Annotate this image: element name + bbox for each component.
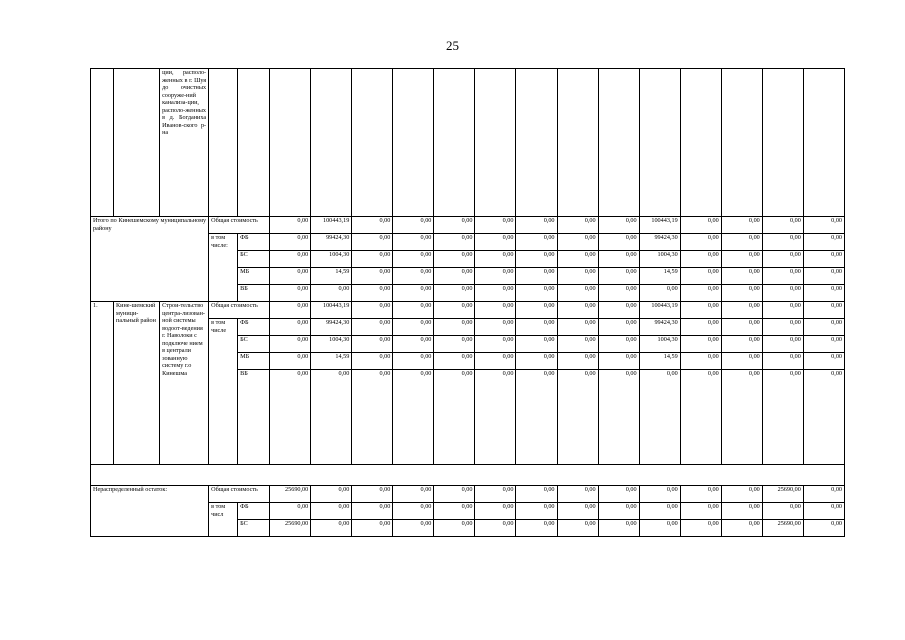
value-cell: 0,00 bbox=[393, 302, 434, 319]
value-cell: 0,00 bbox=[434, 268, 475, 285]
value-cell: 0,00 bbox=[393, 520, 434, 537]
value-cell: 0,00 bbox=[598, 251, 639, 268]
value-cell: 0,00 bbox=[639, 370, 680, 465]
value-cell: 0,00 bbox=[352, 520, 393, 537]
value-cell: 0,00 bbox=[762, 503, 803, 520]
value-cell: 0,00 bbox=[803, 217, 844, 234]
value-cell: 99424,30 bbox=[311, 319, 352, 336]
incl-label: в том числе: bbox=[209, 234, 238, 302]
value-cell: 0,00 bbox=[639, 503, 680, 520]
source-cell bbox=[238, 69, 270, 217]
value-cell: 0,00 bbox=[680, 353, 721, 370]
value-cell: 0,00 bbox=[680, 336, 721, 353]
value-cell: 0,00 bbox=[680, 268, 721, 285]
value-cell: 99424,30 bbox=[311, 234, 352, 251]
value-cell: 0,00 bbox=[393, 217, 434, 234]
value-cell: 0,00 bbox=[639, 486, 680, 503]
value-cell: 0,00 bbox=[434, 319, 475, 336]
value-cell: 0,00 bbox=[721, 217, 762, 234]
value-cell: 0,00 bbox=[598, 336, 639, 353]
value-cell: 0,00 bbox=[762, 285, 803, 302]
value-cell: 0,00 bbox=[598, 285, 639, 302]
total-label: Итого по Кинешемскому муниципальному району bbox=[91, 217, 209, 302]
value-cell: 0,00 bbox=[803, 370, 844, 465]
value-cell bbox=[311, 69, 352, 217]
value-cell: 0,00 bbox=[598, 234, 639, 251]
value-cell: 0,00 bbox=[803, 520, 844, 537]
value-cell: 0,00 bbox=[680, 234, 721, 251]
value-cell bbox=[352, 69, 393, 217]
item-region: Кине-шемский муници-пальный район bbox=[114, 302, 160, 465]
value-cell: 0,00 bbox=[475, 520, 516, 537]
value-cell: 0,00 bbox=[762, 370, 803, 465]
value-cell: 0,00 bbox=[680, 486, 721, 503]
value-cell: 0,00 bbox=[803, 268, 844, 285]
value-cell: 0,00 bbox=[557, 503, 598, 520]
value-cell: 0,00 bbox=[352, 319, 393, 336]
value-cell: 0,00 bbox=[721, 336, 762, 353]
label-cell bbox=[209, 69, 238, 217]
budget-table bbox=[90, 68, 845, 537]
value-cell: 0,00 bbox=[721, 353, 762, 370]
value-cell: 0,00 bbox=[557, 234, 598, 251]
value-cell: 0,00 bbox=[516, 503, 557, 520]
value-cell: 0,00 bbox=[352, 486, 393, 503]
item-name: Строи-тельство центра-лизован-ной системы водоот-ведения г. Наволоки с подключе нием в централи зованную систему г.о Кинешма bbox=[160, 302, 209, 465]
value-cell: 0,00 bbox=[434, 336, 475, 353]
region-cell bbox=[114, 69, 160, 217]
value-cell: 0,00 bbox=[311, 285, 352, 302]
value-cell: 0,00 bbox=[516, 285, 557, 302]
value-cell: 0,00 bbox=[516, 353, 557, 370]
value-cell: 0,00 bbox=[721, 302, 762, 319]
source-cell: ФБ bbox=[238, 319, 270, 336]
value-cell bbox=[557, 69, 598, 217]
value-cell: 99424,30 bbox=[639, 234, 680, 251]
table-body bbox=[91, 69, 845, 537]
incl-label: в том числе bbox=[209, 319, 238, 465]
value-cell: 0,00 bbox=[721, 370, 762, 465]
value-cell: 0,00 bbox=[557, 302, 598, 319]
remainder-row bbox=[91, 486, 845, 503]
value-cell: 0,00 bbox=[557, 520, 598, 537]
value-cell: 25690,00 bbox=[270, 486, 311, 503]
value-cell: 0,00 bbox=[639, 520, 680, 537]
subtotal-label: Общая стоимость bbox=[209, 486, 270, 503]
value-cell: 0,00 bbox=[475, 503, 516, 520]
value-cell: 0,00 bbox=[270, 251, 311, 268]
value-cell: 0,00 bbox=[475, 319, 516, 336]
source-cell: ФБ bbox=[238, 234, 270, 251]
value-cell: 0,00 bbox=[270, 302, 311, 319]
value-cell: 0,00 bbox=[516, 486, 557, 503]
value-cell: 0,00 bbox=[393, 319, 434, 336]
value-cell: 0,00 bbox=[352, 285, 393, 302]
value-cell bbox=[598, 69, 639, 217]
remainder-label: Нераспределенный остаток: bbox=[91, 486, 209, 537]
value-cell: 0,00 bbox=[680, 251, 721, 268]
value-cell: 0,00 bbox=[680, 217, 721, 234]
value-cell: 0,00 bbox=[393, 370, 434, 465]
value-cell: 1004,30 bbox=[639, 251, 680, 268]
value-cell: 1004,30 bbox=[639, 336, 680, 353]
value-cell: 0,00 bbox=[516, 251, 557, 268]
value-cell: 25690,00 bbox=[270, 520, 311, 537]
value-cell bbox=[639, 69, 680, 217]
source-cell: ВБ bbox=[238, 370, 270, 465]
value-cell: 0,00 bbox=[598, 486, 639, 503]
value-cell: 0,00 bbox=[680, 370, 721, 465]
value-cell: 0,00 bbox=[475, 370, 516, 465]
value-cell: 0,00 bbox=[393, 285, 434, 302]
value-cell: 0,00 bbox=[475, 251, 516, 268]
value-cell: 0,00 bbox=[311, 503, 352, 520]
value-cell: 0,00 bbox=[434, 234, 475, 251]
value-cell: 0,00 bbox=[393, 353, 434, 370]
value-cell: 0,00 bbox=[803, 319, 844, 336]
value-cell: 100443,19 bbox=[311, 217, 352, 234]
value-cell: 0,00 bbox=[352, 217, 393, 234]
value-cell: 0,00 bbox=[680, 520, 721, 537]
value-cell: 100443,19 bbox=[639, 302, 680, 319]
incl-label: в том числ bbox=[209, 503, 238, 537]
value-cell: 0,00 bbox=[557, 268, 598, 285]
value-cell: 0,00 bbox=[598, 268, 639, 285]
source-cell: ВБ bbox=[238, 285, 270, 302]
value-cell: 0,00 bbox=[762, 268, 803, 285]
value-cell: 0,00 bbox=[557, 319, 598, 336]
value-cell: 0,00 bbox=[598, 353, 639, 370]
value-cell: 0,00 bbox=[434, 302, 475, 319]
value-cell: 1004,30 bbox=[311, 251, 352, 268]
value-cell bbox=[762, 69, 803, 217]
total-row bbox=[91, 217, 845, 234]
value-cell: 0,00 bbox=[721, 319, 762, 336]
value-cell: 0,00 bbox=[762, 319, 803, 336]
value-cell: 0,00 bbox=[803, 503, 844, 520]
value-cell: 25690,00 bbox=[762, 520, 803, 537]
value-cell: 0,00 bbox=[598, 370, 639, 465]
value-cell: 0,00 bbox=[557, 370, 598, 465]
value-cell: 0,00 bbox=[639, 285, 680, 302]
value-cell: 0,00 bbox=[762, 251, 803, 268]
num-cell bbox=[91, 69, 114, 217]
value-cell: 0,00 bbox=[762, 302, 803, 319]
page-number: 25 bbox=[446, 38, 459, 53]
value-cell: 0,00 bbox=[762, 336, 803, 353]
value-cell bbox=[475, 69, 516, 217]
value-cell bbox=[270, 69, 311, 217]
value-cell: 0,00 bbox=[393, 486, 434, 503]
value-cell: 0,00 bbox=[557, 217, 598, 234]
value-cell: 0,00 bbox=[598, 319, 639, 336]
value-cell: 0,00 bbox=[270, 503, 311, 520]
value-cell: 0,00 bbox=[475, 336, 516, 353]
value-cell bbox=[393, 69, 434, 217]
value-cell: 0,00 bbox=[270, 336, 311, 353]
value-cell: 0,00 bbox=[270, 319, 311, 336]
source-cell: ФБ bbox=[238, 503, 270, 520]
value-cell: 0,00 bbox=[393, 268, 434, 285]
value-cell: 0,00 bbox=[352, 370, 393, 465]
value-cell: 0,00 bbox=[598, 503, 639, 520]
value-cell: 0,00 bbox=[516, 319, 557, 336]
value-cell: 0,00 bbox=[434, 251, 475, 268]
value-cell bbox=[721, 69, 762, 217]
value-cell: 0,00 bbox=[721, 268, 762, 285]
value-cell: 0,00 bbox=[434, 486, 475, 503]
separator-row bbox=[91, 465, 845, 486]
continuation-row bbox=[91, 69, 845, 217]
value-cell: 0,00 bbox=[803, 486, 844, 503]
value-cell: 0,00 bbox=[557, 353, 598, 370]
value-cell: 0,00 bbox=[516, 217, 557, 234]
value-cell: 14,59 bbox=[639, 268, 680, 285]
value-cell bbox=[434, 69, 475, 217]
value-cell: 0,00 bbox=[680, 319, 721, 336]
source-cell: БС bbox=[238, 251, 270, 268]
value-cell: 0,00 bbox=[557, 336, 598, 353]
source-cell: МБ bbox=[238, 353, 270, 370]
subtotal-label: Общая стоимость bbox=[209, 302, 270, 319]
value-cell: 0,00 bbox=[598, 217, 639, 234]
value-cell: 0,00 bbox=[434, 353, 475, 370]
value-cell bbox=[516, 69, 557, 217]
value-cell: 0,00 bbox=[516, 336, 557, 353]
value-cell: 14,59 bbox=[639, 353, 680, 370]
value-cell: 0,00 bbox=[475, 217, 516, 234]
value-cell: 99424,30 bbox=[639, 319, 680, 336]
value-cell: 0,00 bbox=[475, 486, 516, 503]
value-cell: 0,00 bbox=[516, 302, 557, 319]
value-cell: 0,00 bbox=[721, 234, 762, 251]
value-cell: 0,00 bbox=[680, 285, 721, 302]
value-cell: 0,00 bbox=[516, 520, 557, 537]
empty-cell bbox=[91, 465, 845, 486]
value-cell: 0,00 bbox=[434, 503, 475, 520]
source-cell: МБ bbox=[238, 268, 270, 285]
value-cell: 0,00 bbox=[557, 251, 598, 268]
value-cell: 0,00 bbox=[803, 336, 844, 353]
value-cell: 0,00 bbox=[352, 251, 393, 268]
subtotal-label: Общая стоимость bbox=[209, 217, 270, 234]
value-cell: 0,00 bbox=[311, 486, 352, 503]
value-cell: 0,00 bbox=[434, 285, 475, 302]
item-number: 1. bbox=[91, 302, 114, 465]
value-cell: 0,00 bbox=[721, 503, 762, 520]
value-cell: 0,00 bbox=[270, 353, 311, 370]
value-cell: 0,00 bbox=[721, 486, 762, 503]
item-row bbox=[91, 302, 845, 319]
value-cell: 0,00 bbox=[680, 503, 721, 520]
value-cell: 0,00 bbox=[598, 302, 639, 319]
value-cell: 0,00 bbox=[516, 268, 557, 285]
value-cell: 0,00 bbox=[475, 302, 516, 319]
value-cell: 0,00 bbox=[352, 503, 393, 520]
value-cell: 0,00 bbox=[721, 520, 762, 537]
value-cell: 0,00 bbox=[762, 234, 803, 251]
value-cell: 0,00 bbox=[475, 234, 516, 251]
value-cell: 0,00 bbox=[311, 520, 352, 537]
value-cell: 25690,00 bbox=[762, 486, 803, 503]
value-cell: 0,00 bbox=[270, 370, 311, 465]
value-cell: 0,00 bbox=[803, 302, 844, 319]
value-cell: 0,00 bbox=[393, 503, 434, 520]
value-cell: 0,00 bbox=[434, 370, 475, 465]
value-cell: 0,00 bbox=[311, 370, 352, 465]
value-cell: 0,00 bbox=[434, 520, 475, 537]
value-cell: 0,00 bbox=[475, 268, 516, 285]
value-cell: 0,00 bbox=[270, 285, 311, 302]
value-cell: 0,00 bbox=[393, 234, 434, 251]
value-cell bbox=[803, 69, 844, 217]
value-cell: 1004,30 bbox=[311, 336, 352, 353]
value-cell: 0,00 bbox=[270, 234, 311, 251]
value-cell: 0,00 bbox=[270, 268, 311, 285]
value-cell: 0,00 bbox=[393, 251, 434, 268]
value-cell: 0,00 bbox=[352, 234, 393, 251]
value-cell: 14,59 bbox=[311, 268, 352, 285]
value-cell: 0,00 bbox=[434, 217, 475, 234]
value-cell: 0,00 bbox=[598, 520, 639, 537]
value-cell: 14,59 bbox=[311, 353, 352, 370]
value-cell: 0,00 bbox=[352, 353, 393, 370]
value-cell: 0,00 bbox=[475, 285, 516, 302]
value-cell: 0,00 bbox=[270, 217, 311, 234]
value-cell: 0,00 bbox=[516, 370, 557, 465]
value-cell: 100443,19 bbox=[311, 302, 352, 319]
value-cell: 0,00 bbox=[762, 353, 803, 370]
value-cell: 0,00 bbox=[557, 285, 598, 302]
value-cell: 0,00 bbox=[475, 353, 516, 370]
value-cell: 0,00 bbox=[721, 251, 762, 268]
value-cell: 0,00 bbox=[516, 234, 557, 251]
value-cell: 0,00 bbox=[803, 285, 844, 302]
value-cell: 0,00 bbox=[803, 353, 844, 370]
value-cell: 0,00 bbox=[393, 336, 434, 353]
value-cell: 0,00 bbox=[721, 285, 762, 302]
value-cell: 0,00 bbox=[803, 234, 844, 251]
source-cell: БС bbox=[238, 336, 270, 353]
value-cell: 0,00 bbox=[557, 486, 598, 503]
value-cell bbox=[680, 69, 721, 217]
value-cell: 0,00 bbox=[352, 336, 393, 353]
object-name-cell: ции, располо-женных в г. Шуя до очистных сооруже-ний канализа-ции, располо-женных в д. Богданиха Иванов-ского р-на bbox=[160, 69, 209, 217]
value-cell: 0,00 bbox=[352, 268, 393, 285]
value-cell: 0,00 bbox=[680, 302, 721, 319]
source-cell: БС bbox=[238, 520, 270, 537]
value-cell: 0,00 bbox=[803, 251, 844, 268]
value-cell: 100443,19 bbox=[639, 217, 680, 234]
value-cell: 0,00 bbox=[762, 217, 803, 234]
value-cell: 0,00 bbox=[352, 302, 393, 319]
